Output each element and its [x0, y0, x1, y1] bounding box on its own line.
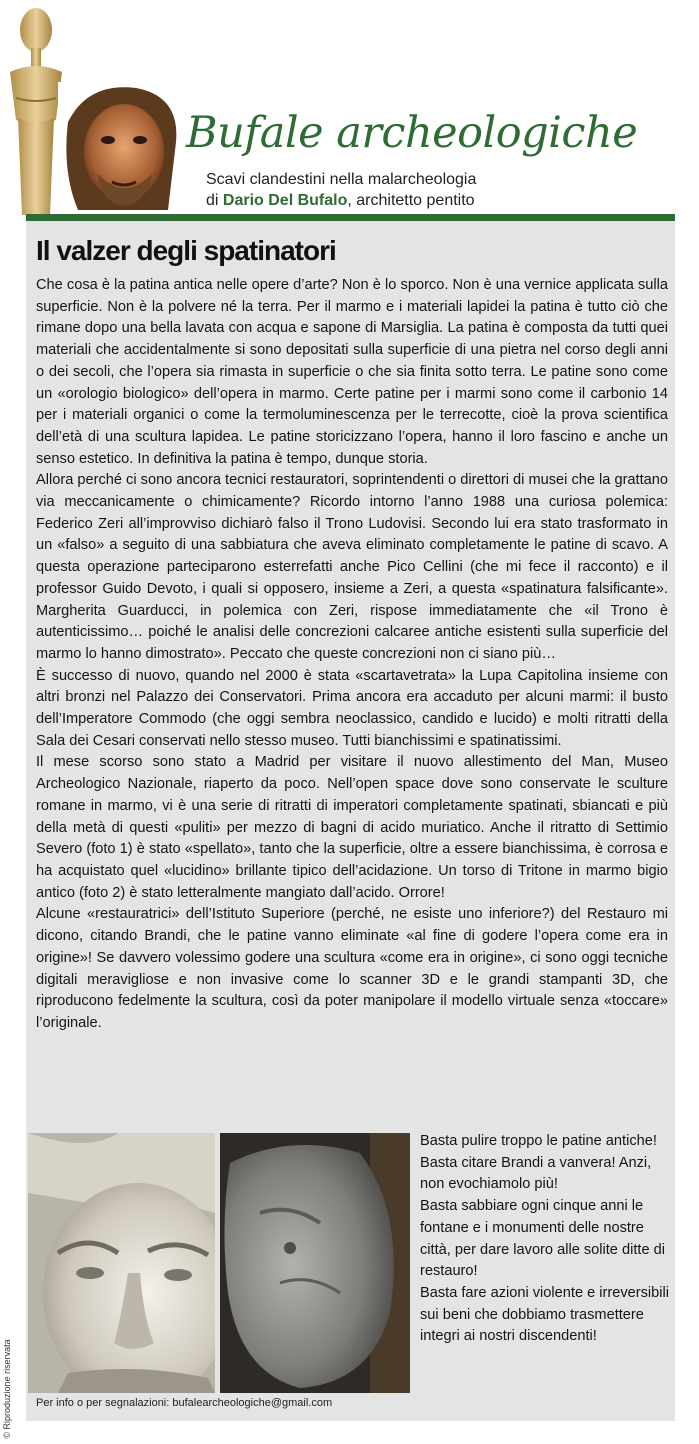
- article-paragraph: È successo di nuovo, quando nel 2000 è stata «scartavetrata» la Lupa Capitolina insieme con altri bronzi nel Palazzo dei Conservatori. Prima ancora era accaduto per alcuni marmi: il busto dell’Imperatore Commodo (che oggi sembra neoclassico, candido e lucido) e molti ritratti della Sala dei Cesari conservati nello stesso museo. Tutti bianchissimi e spatinatissimi.: [36, 667, 668, 749]
- article-body: [36, 275, 668, 1035]
- author-portrait-image: [58, 82, 186, 210]
- sidebar-note: Basta sabbiare ogni cinque anni le fontane e i monumenti delle nostre città, per dare lavoro alle solite ditte di restauro!: [420, 1198, 665, 1280]
- contact-info: Per info o per segnalazioni: bufalearcheologiche@gmail.com: [36, 1397, 333, 1409]
- article-panel: [26, 221, 675, 1421]
- article-paragraph: Allora perché ci sono ancora tecnici restauratori, soprintendenti o direttori di musei che la grattano via meccanicamente o chimicamente? Ricordo intorno l’anno 1988 una curiosa polemica: Federico Zeri all’improvviso dichiarò falso il Trono Ludovisi. Secondo lui era stato trasformato in un «falso» a seguito di una sabbiatura che aveva eliminato completamente le patine di scavo. A questa operazione parteciparono esterrefatti anche Pico Cellini (che mi fece il racconto) e il professor Guido Devoto, i quali si opposero, insieme a Zeri, a questa «spatinatura falsificante». Margherita Guarducci, in polemica con Zeri, rispose immediatamente che «il Trono è autenticissimo… poiché le analisi delle concrezioni calcaree antiche esistenti sulla superficie del marmo lo hanno dimostrato». Peccato che queste concrezioni non ci siano più…: [36, 472, 668, 662]
- sidebar-notes: [420, 1131, 670, 1348]
- column-title: Bufale archeologiche: [186, 108, 638, 158]
- column-subtitle: Scavi clandestini nella malarcheologia: [206, 171, 477, 188]
- sidebar-note: Basta pulire troppo le patine antiche!: [420, 1133, 657, 1149]
- header-divider: [26, 214, 675, 221]
- article-title: Il valzer degli spatinatori: [36, 235, 336, 266]
- article-paragraph: Il mese scorso sono stato a Madrid per visitare il nuovo allestimento del Man, Museo Archeologico Nazionale, riaperto da poco. Nell’open space dove sono conservate le sculture romane in marmo, vi è una serie di ritratti di imperatori completamente spatinati, sbiancati e più della metà di questi «puliti» per mezzo di bagni di acido muriatico. Anche il ritratto di Settimio Severo (foto 1) è stato «spellato», tanto che la superficie, oltre a essere bianchissima, è corrosa e ha acquistato quel «lucidino» brillante tipico dell’acidazione. Un torso di Tritone in marmo bigio antico (foto 2) è stato letteralmente mangiato dall’acido. Orrore!: [36, 754, 668, 901]
- triton-torso-photo: [220, 1133, 410, 1393]
- cycladic-statue-image: [4, 0, 66, 215]
- author-line: [206, 192, 475, 210]
- author-prefix: di: [206, 192, 223, 209]
- copyright-notice: © Riproduzione riservata: [2, 1339, 12, 1439]
- article-paragraph: Che cosa è la patina antica nelle opere d’arte? Non è lo sporco. Non è una vernice applicata sulla superficie. Non è la polvere né la terra. Per il marmo e i materiali lapidei la patina è tutto ciò che rimane dopo una bella lavata con acqua e sapone di Marsiglia. La patina è composta da tutti quei materiali che accidentalmente si sono depositati sulla superficie di una pietra nel corso degli anni o dei secoli, che l’opera sia rimasta in superficie o che sia finita sotto terra. Le patine sono come un «orologio biologico» dell’opera in marmo. Certe patine per i marmi sono come il carbonio 14 per i materiali organici o come la termoluminescenza per le terrecotte, cioè la prova scientifica dell’età di una scultura lapidea. Le patine storicizzano l’opera, hanno il loro fascino e anche un senso estetico. In definitiva la patina è tempo, dunque storia.: [36, 277, 668, 467]
- header: [0, 0, 699, 215]
- septimius-severus-portrait-photo: [28, 1133, 215, 1393]
- author-suffix: , architetto pentito: [347, 192, 475, 209]
- article-paragraph: Alcune «restauratrici» dell’Istituto Superiore (perché, ne esiste uno inferiore?) del Restauro mi dicono, citando Brandi, che le patine vanno eliminate «al fine di godere l’opera come era in origine»! Se davvero volessimo godere una scultura «come era in origine», ci sono oggi tecniche digitali meravigliose e non invasive come lo scanner 3D e le grandi stampanti 3D, che riproducono fedelmente la scultura, così da poter manipolare il modello virtuale senza «toccare» l’originale.: [36, 906, 668, 1031]
- author-name: Dario Del Bufalo: [222, 192, 348, 209]
- sidebar-note: Basta citare Brandi a vanvera! Anzi, non evochiamolo più!: [420, 1154, 652, 1193]
- sidebar-note: Basta fare azioni violente e irreversibili sui beni che dobbiamo trasmettere integri ai nostri discendenti!: [420, 1284, 670, 1345]
